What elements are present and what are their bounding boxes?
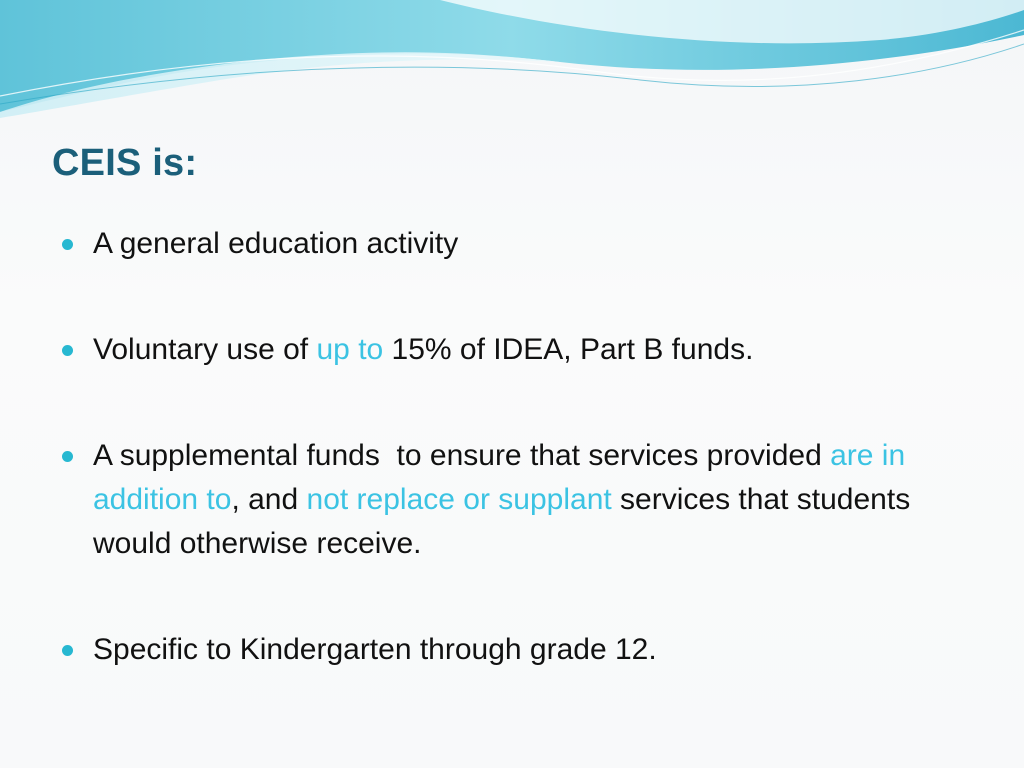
bullet-text: A supplemental funds to ensure that services provided bbox=[93, 439, 831, 472]
highlight-text: not replace or supplant bbox=[306, 483, 612, 516]
bullet-item bbox=[62, 222, 962, 266]
wave-header-decoration bbox=[0, 0, 1024, 130]
bullet-item bbox=[62, 328, 962, 372]
highlight-text: are in addition to bbox=[93, 439, 906, 516]
bullet-text: services that students would otherwise receive. bbox=[93, 483, 911, 560]
bullet-dot-icon bbox=[62, 239, 73, 250]
bullet-item bbox=[62, 628, 962, 672]
bullet-text: , and bbox=[231, 483, 307, 516]
bullet-item bbox=[62, 434, 962, 566]
bullet-dot-icon bbox=[62, 645, 73, 656]
bullet-text: A general education activity bbox=[93, 227, 459, 260]
bullet-text: Voluntary use of bbox=[93, 333, 317, 366]
bullet-dot-icon bbox=[62, 451, 73, 462]
highlight-text: up to bbox=[316, 333, 384, 366]
slide-title: CEIS is: bbox=[52, 142, 198, 184]
bullet-dot-icon bbox=[62, 345, 73, 356]
bullet-text: 15% of IDEA, Part B funds. bbox=[383, 333, 754, 366]
bullet-list bbox=[62, 222, 962, 672]
bullet-text: Specific to Kindergarten through grade 12. bbox=[93, 633, 657, 666]
